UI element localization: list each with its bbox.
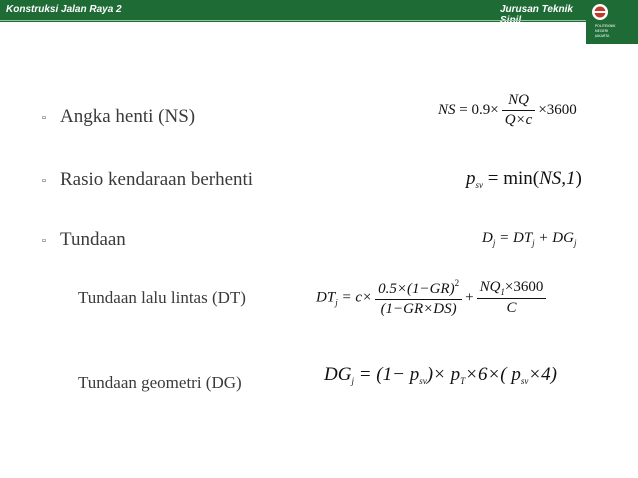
formula-dt-num1: 0.5×(1−GR) <box>378 281 455 297</box>
formula-ns-fraction <box>502 92 536 129</box>
department-title: Jurusan Teknik <box>500 4 573 15</box>
formula-dj-plus: + DG <box>538 230 574 246</box>
formula-dg-sub-3: sv <box>520 376 529 386</box>
course-title: Konstruksi Jalan Raya 2 <box>6 4 122 15</box>
formula-dt-pre: = c× <box>341 289 373 306</box>
formula-psv-lhs: p <box>466 168 476 189</box>
formula-psv-lhs-sub: sv <box>475 180 483 190</box>
formula-psv-args: NS,1 <box>539 168 576 189</box>
formula-dj <box>482 230 576 248</box>
formula-ns <box>438 92 577 129</box>
bullet-marker: ▫ <box>42 112 46 124</box>
logo-emblem-icon <box>591 3 609 21</box>
formula-dt-num1-sup: 2 <box>454 278 460 288</box>
formula-dj-lhs: D <box>482 230 493 246</box>
formula-psv: $p_{sv} = \min(NS,1)$ <box>466 168 582 190</box>
formula-dj-rhs-sub: j <box>532 238 535 248</box>
formula-dt-den2: C <box>506 300 517 316</box>
formula-dt <box>316 278 549 318</box>
header-bar <box>0 0 586 22</box>
bullet-marker: ▫ <box>42 235 46 247</box>
formula-dg-sub-2: T <box>460 376 466 386</box>
formula-psv-rhs: = min <box>487 168 533 189</box>
bullet-angka-henti: Angka henti (NS) <box>60 106 196 127</box>
bullet-marker: ▫ <box>42 175 46 187</box>
formula-dj-lhs-sub: j <box>492 238 496 248</box>
formula-dt-lhs: DT <box>316 289 336 306</box>
logo-text-line: JAKARTA <box>595 34 610 38</box>
formula-ns-denominator: Q×c <box>504 112 533 128</box>
formula-dt-fraction-1 <box>375 278 462 318</box>
formula-dg-lhs: DG <box>324 364 352 385</box>
formula-dg <box>324 364 557 386</box>
formula-dt-den1: (1−GR×DS) <box>380 301 457 317</box>
formula-dg-eq: = (1− p <box>358 364 420 385</box>
formula-ns-lhs: NS <box>438 101 456 118</box>
formula-dt-num2-post: ×3600 <box>504 279 544 295</box>
formula-dt-num2: NQ <box>479 279 501 295</box>
formula-dt-fraction-2 <box>477 279 547 317</box>
formula-dj-rhs: = DT <box>499 230 533 246</box>
formula-dt-num2-sub: 1 <box>500 287 505 297</box>
formula-dg-mid2: ×6×( p <box>465 364 521 385</box>
sub-bullet-tundaan-geometri: Tundaan geometri (DG) <box>78 373 242 392</box>
bullet-tundaan: Tundaan <box>60 229 126 250</box>
formula-dg-mid: )× p <box>426 364 461 385</box>
formula-dt-lhs-sub: j <box>335 297 338 308</box>
sub-bullet-tundaan-lalu-lintas: Tundaan lalu lintas (DT) <box>78 288 246 307</box>
formula-ns-post: ×3600 <box>538 101 577 118</box>
formula-ns-numerator: NQ <box>502 92 536 111</box>
formula-dg-end: ×4) <box>528 364 558 385</box>
formula-dg-sub-1: sv <box>419 376 427 386</box>
logo-text-line: NEGERI <box>595 29 609 33</box>
formula-ns-pre: = 0.9× <box>459 101 499 118</box>
formula-dt-plus: + <box>465 289 474 306</box>
formula-dj-plus-sub: j <box>573 238 577 248</box>
header-divider <box>0 20 586 21</box>
logo-text-line: POLITEKNIK <box>595 24 616 28</box>
bullet-rasio: Rasio kendaraan berhenti <box>60 169 254 190</box>
formula-dg-lhs-sub: j <box>351 376 354 386</box>
